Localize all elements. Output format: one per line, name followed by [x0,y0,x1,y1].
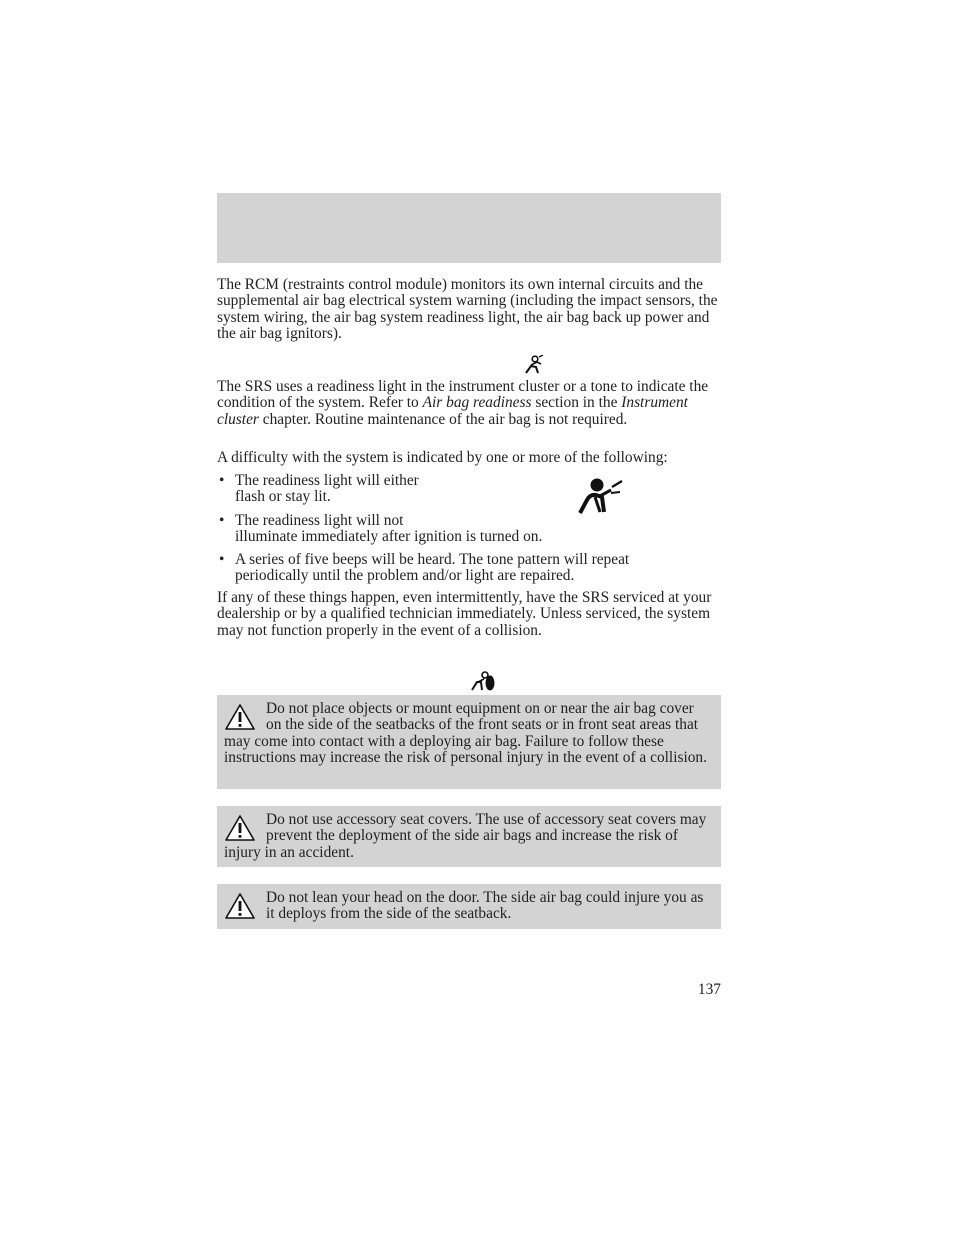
airbag-child-seat-icon [470,670,496,692]
warning-box [217,884,721,929]
warning-triangle-icon [224,703,256,731]
symptom-list [217,473,721,592]
list-item-line: A series of five beeps will be heard. The tone pattern will repeat [235,551,630,569]
warning-text: Do not lean your head on the door. The side air bag could injure you as it deploys from the side of the seatback. [266,889,704,923]
airbag-readiness-reference: Air bag readiness [422,394,532,412]
warning-text: Do not use accessory seat covers. The use of accessory seat covers may prevent the deployment of the side air bags and increase the risk of injury in an accident. [224,811,707,861]
section-header-band [217,193,721,263]
list-item [217,513,721,546]
srs-text-2: section in the [531,394,622,412]
instrument-cluster-reference: Instrument cluster [217,394,688,428]
list-item [217,473,721,506]
list-item-line: The readiness light will either [235,472,419,489]
airbag-occupant-icon [523,355,545,375]
warning-text: Do not place objects or mount equipment on or near the air bag cover on the side of the seatbacks of the front seats or in front seat areas that may come into contact with a deploying air bag. Failure to follow these instructions may increase the risk of personal injury in the event of a collision. [224,700,707,766]
warning-box [217,695,721,789]
list-item-line: The readiness light will not [235,511,404,529]
srs-text-3: chapter. Routine maintenance of the air bag is not required. [258,410,628,428]
list-item-line: flash or stay lit. [235,488,331,506]
list-item-line: illuminate immediately after ignition is turned on. [235,527,543,545]
airbag-readiness-light-icon [578,476,624,516]
service-paragraph: If any of these things happen, even intermittently, have the SRS serviced at your dealership or by a qualified technician immediately. Unless serviced, the system may not function properly in the event of a collision. [217,589,712,639]
difficulty-paragraph: A difficulty with the system is indicated by one or more of the following: [217,449,668,466]
warning-triangle-icon [224,892,256,920]
list-item [217,552,721,585]
intro-paragraph: The RCM (restraints control module) monitors its own internal circuits and the supplemental air bag electrical system warning (including the impact sensors, the system wiring, the air bag system readiness light, the air bag back up power and the air bag ignitors). [217,276,718,342]
srs-paragraph [217,379,721,428]
warning-box [217,806,721,867]
srs-text-1: The SRS uses a readiness light in the instrument cluster or a tone to indicate the condition of the system. Refer to [217,378,709,412]
warning-triangle-icon [224,814,256,842]
page-number: 137 [697,981,721,998]
list-item-line: periodically until the problem and/or light are repaired. [235,567,575,585]
